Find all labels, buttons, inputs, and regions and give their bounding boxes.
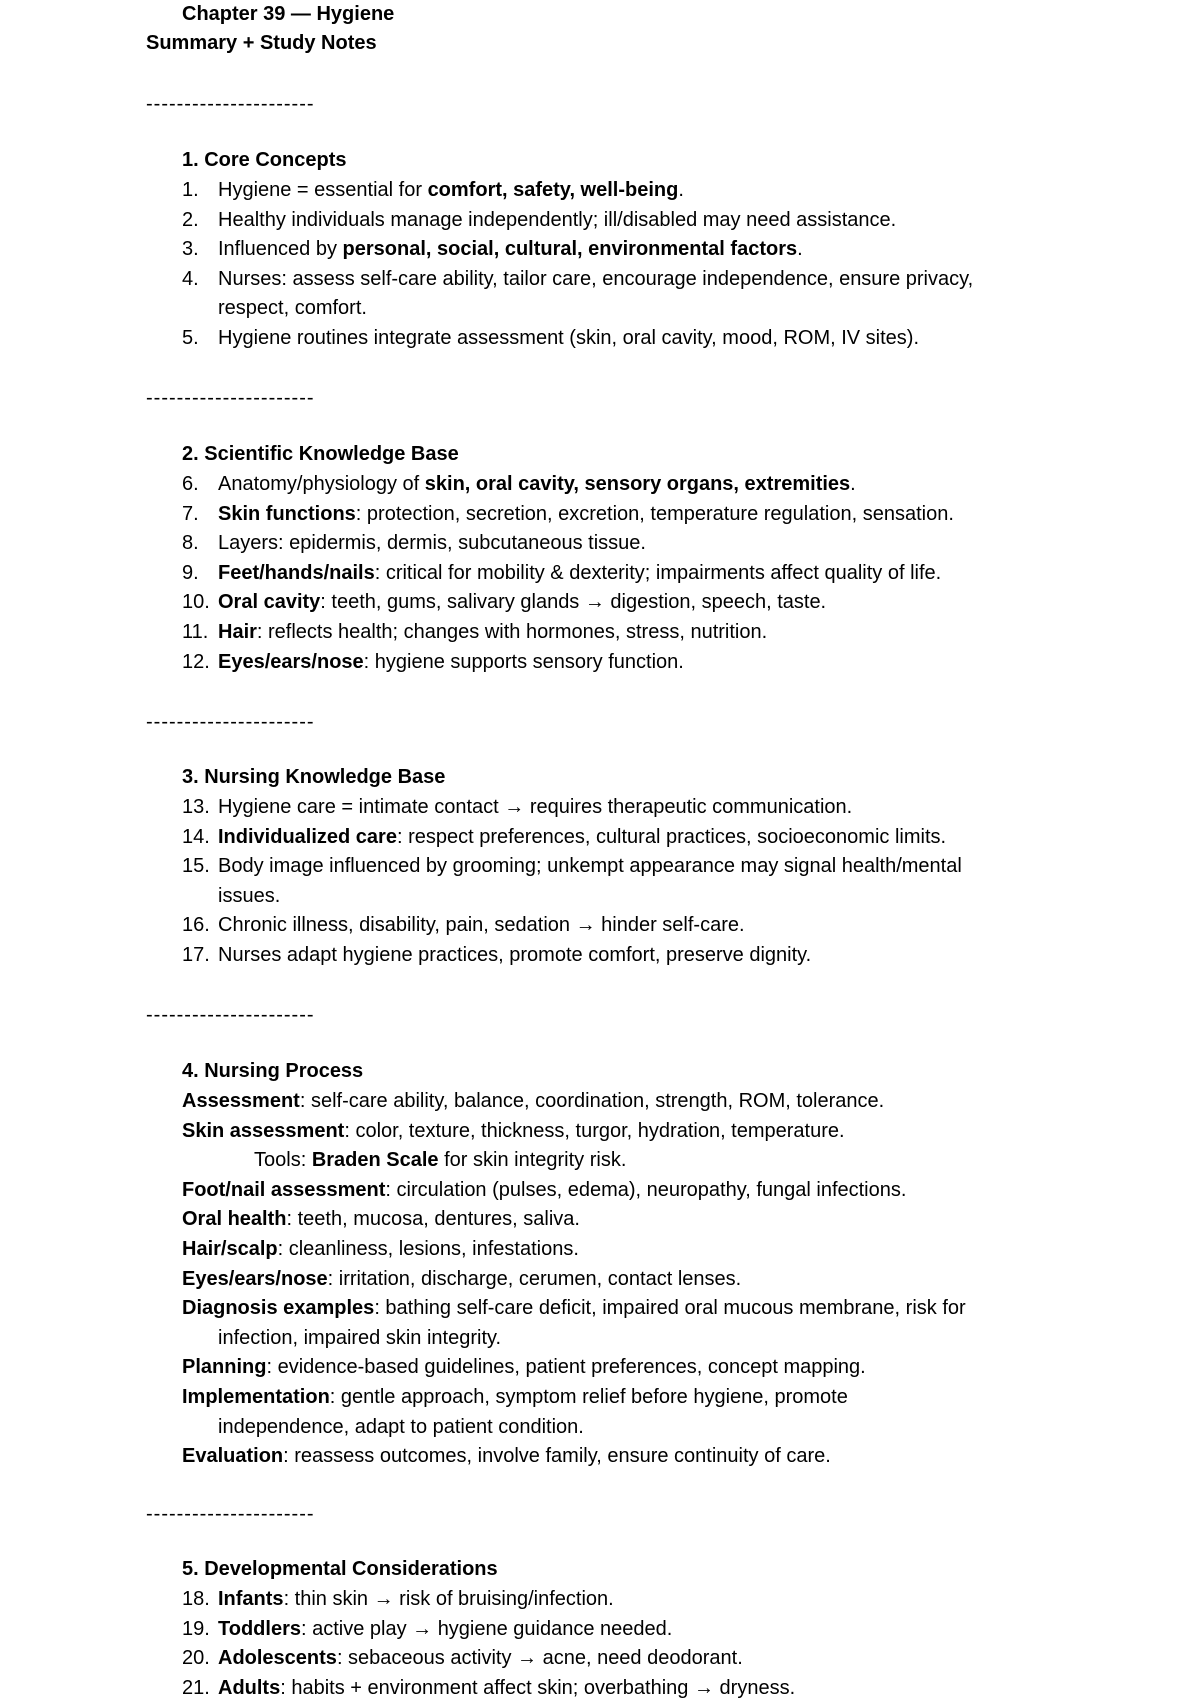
list-item-text-plain: : teeth, gums, salivary glands → digestion, speech, taste.	[320, 591, 827, 614]
list-item-text-bold: skin, oral cavity, sensory organs, extremities	[424, 473, 851, 495]
list-item-number: 18.	[182, 1588, 210, 1610]
list-item-text-plain: Body image influenced by grooming; unkempt appearance may signal health/mental	[218, 855, 962, 878]
list-item-text-bold: Individualized care	[218, 825, 397, 848]
nursing-process-text: : reassess outcomes, involve family, ensure continuity of care.	[283, 1445, 831, 1468]
nursing-process-text: : cleanliness, lesions, infestations.	[277, 1238, 579, 1260]
nursing-process-text: : self-care ability, balance, coordination, strength, ROM, tolerance.	[299, 1090, 885, 1112]
list-item-number: 3.	[182, 238, 199, 261]
tools-text: for skin integrity risk.	[438, 1149, 627, 1172]
list-item-text-plain: : hygiene supports sensory function.	[363, 650, 684, 673]
list-item-text-plain: Hygiene = essential for	[218, 179, 428, 201]
list-item-text	[218, 1674, 795, 1702]
list-item-text	[218, 529, 646, 557]
nursing-process-label: Eyes/ears/nose	[182, 1267, 328, 1290]
separator: ----------------------	[146, 387, 315, 409]
nursing-process-label: Oral health	[182, 1208, 287, 1231]
nursing-process-label: Planning	[182, 1356, 267, 1379]
list-item-text-plain: : respect preferences, cultural practices, socioeconomic limits.	[396, 825, 947, 848]
nursing-process-continuation: independence, adapt to patient condition.	[218, 1415, 584, 1438]
list-item-number: 14.	[182, 825, 210, 848]
list-item-number: 9.	[182, 561, 199, 584]
list-item-text	[218, 324, 919, 352]
list-item-text-plain: Healthy individuals manage independently; ill/disabled may need assistance.	[218, 208, 897, 231]
tools-line	[254, 1146, 626, 1174]
nursing-process-text: : teeth, mucosa, dentures, saliva.	[286, 1208, 580, 1231]
list-item-text-plain: Chronic illness, disability, pain, sedation → hinder self-care.	[218, 914, 745, 937]
list-item-number: 4.	[182, 267, 199, 290]
nursing-process-text: : irritation, discharge, cerumen, contact lenses.	[327, 1267, 742, 1290]
list-item-text-plain: : active play → hygiene guidance needed.	[300, 1617, 673, 1640]
list-item-text	[218, 235, 803, 263]
list-item-text-bold: Toddlers	[218, 1617, 301, 1640]
list-item-number: 16.	[182, 914, 210, 937]
list-item-text-bold: Adolescents	[218, 1647, 337, 1670]
nursing-process-row	[182, 1235, 579, 1263]
list-item-text-bold: Adults	[218, 1676, 281, 1699]
list-item-number: 13.	[182, 796, 210, 818]
list-item-text	[218, 206, 896, 234]
nursing-process-label: Diagnosis examples	[182, 1297, 375, 1320]
list-item-number: 20.	[182, 1647, 210, 1670]
list-item-text	[218, 648, 684, 676]
nursing-process-row	[182, 1294, 966, 1322]
list-item-number: 6.	[182, 473, 199, 495]
list-item-continuation: issues.	[218, 884, 281, 907]
nursing-process-row	[182, 1383, 848, 1411]
section-heading: 4. Nursing Process	[182, 1060, 364, 1082]
list-item-text-bold: Oral cavity	[218, 591, 321, 614]
list-item-text	[218, 1585, 614, 1613]
list-item-text-plain: : reflects health; changes with hormones, stress, nutrition.	[256, 621, 768, 643]
list-item-text-plain: .	[678, 179, 684, 201]
separator: ----------------------	[146, 1004, 315, 1026]
list-item-text	[218, 941, 811, 969]
list-item-number: 11.	[182, 621, 209, 643]
list-item-text-plain: Nurses adapt hygiene practices, promote comfort, preserve dignity.	[218, 944, 812, 966]
list-item-text-plain: Hygiene care = intimate contact → requires therapeutic communication.	[218, 796, 853, 818]
list-item-text-plain: Layers: epidermis, dermis, subcutaneous tissue.	[218, 532, 646, 555]
nursing-process-row	[182, 1087, 884, 1115]
list-item-text	[218, 470, 856, 498]
list-item-number: 8.	[182, 532, 199, 555]
list-item-text	[218, 618, 767, 646]
list-item-number: 2.	[182, 208, 199, 231]
nursing-process-row	[182, 1442, 831, 1470]
nursing-process-label: Assessment	[182, 1090, 300, 1112]
list-item-number: 15.	[182, 855, 210, 878]
nursing-process-row	[182, 1176, 906, 1204]
list-item-text-bold: Feet/hands/nails	[218, 561, 375, 584]
list-item-number: 7.	[182, 502, 199, 525]
nursing-process-text: : color, texture, thickness, turgor, hydration, temperature.	[344, 1119, 845, 1142]
section-heading: 2. Scientific Knowledge Base	[182, 443, 459, 465]
separator: ----------------------	[146, 93, 315, 115]
nursing-process-text: : circulation (pulses, edema), neuropathy, fungal infections.	[385, 1178, 907, 1201]
separator: ----------------------	[146, 1503, 315, 1525]
list-item-number: 10.	[182, 591, 210, 614]
nursing-process-row	[182, 1205, 580, 1233]
list-item-number: 1.	[182, 179, 199, 201]
list-item-text-plain: : critical for mobility & dexterity; impairments affect quality of life.	[374, 561, 942, 584]
list-item-text-bold: Skin functions	[218, 502, 356, 525]
nursing-process-text: : bathing self-care deficit, impaired oral mucous membrane, risk for	[374, 1297, 966, 1320]
nursing-process-continuation: infection, impaired skin integrity.	[218, 1326, 502, 1349]
nursing-process-text: : evidence-based guidelines, patient preferences, concept mapping.	[266, 1356, 866, 1379]
nursing-process-label: Evaluation	[182, 1445, 284, 1468]
list-item-text-bold: Eyes/ears/nose	[218, 650, 364, 673]
nursing-process-label: Hair/scalp	[182, 1238, 278, 1260]
nursing-process-row	[182, 1265, 741, 1293]
list-item-text	[218, 1644, 743, 1672]
nursing-process-label: Foot/nail assessment	[182, 1178, 386, 1201]
list-item-text-plain: Anatomy/physiology of	[218, 473, 425, 495]
list-item-text-bold: personal, social, cultural, environmental factors	[342, 238, 798, 261]
document-subtitle: Summary + Study Notes	[146, 32, 377, 54]
list-item-number: 19.	[182, 1617, 210, 1640]
list-item-text-plain: .	[797, 238, 803, 261]
list-item-continuation: respect, comfort.	[218, 297, 367, 320]
list-item-text	[218, 823, 946, 851]
list-item-text	[218, 500, 954, 528]
section-heading: 5. Developmental Considerations	[182, 1558, 498, 1580]
nursing-process-label: Implementation	[182, 1386, 330, 1408]
list-item-text-plain: Nurses: assess self-care ability, tailor care, encourage independence, ensure privacy,	[218, 267, 974, 290]
list-item-text-plain: : sebaceous activity → acne, need deodorant.	[336, 1647, 743, 1670]
list-item-text	[218, 588, 826, 616]
list-item-text-plain: : thin skin → risk of bruising/infection.	[283, 1588, 614, 1610]
tools-label: Tools:	[254, 1149, 312, 1172]
chapter-title: Chapter 39 — Hygiene	[182, 3, 395, 25]
list-item-text-plain: Influenced by	[218, 238, 343, 261]
list-item-text	[218, 911, 745, 939]
separator: ----------------------	[146, 711, 315, 733]
list-item-number: 12.	[182, 650, 210, 673]
list-item-number: 5.	[182, 327, 199, 349]
nursing-process-text: : gentle approach, symptom relief before hygiene, promote	[329, 1386, 848, 1408]
list-item-text	[218, 559, 941, 587]
list-item-text	[218, 1615, 672, 1643]
list-item-text-plain: .	[850, 473, 856, 495]
nursing-process-row	[182, 1353, 866, 1381]
list-item-number: 21.	[182, 1676, 210, 1699]
nursing-process-row	[182, 1117, 845, 1145]
list-item-text-bold: comfort, safety, well-being	[427, 179, 679, 201]
braden-scale: Braden Scale	[311, 1149, 439, 1172]
list-item-number: 17.	[182, 944, 210, 966]
list-item-text-bold: Hair	[218, 621, 257, 643]
nursing-process-label: Skin assessment	[182, 1119, 345, 1142]
list-item-text	[218, 176, 684, 204]
list-item-text	[218, 852, 962, 880]
list-item-text	[218, 793, 852, 821]
section-heading: 3. Nursing Knowledge Base	[182, 766, 446, 788]
list-item-text-plain: Hygiene routines integrate assessment (skin, oral cavity, mood, ROM, IV sites).	[218, 327, 920, 349]
list-item-text-plain: : protection, secretion, excretion, temperature regulation, sensation.	[355, 502, 954, 525]
list-item-text	[218, 265, 973, 293]
section-heading: 1. Core Concepts	[182, 149, 347, 171]
list-item-text-plain: : habits + environment affect skin; overbathing → dryness.	[280, 1676, 796, 1699]
list-item-text-bold: Infants	[218, 1588, 284, 1610]
